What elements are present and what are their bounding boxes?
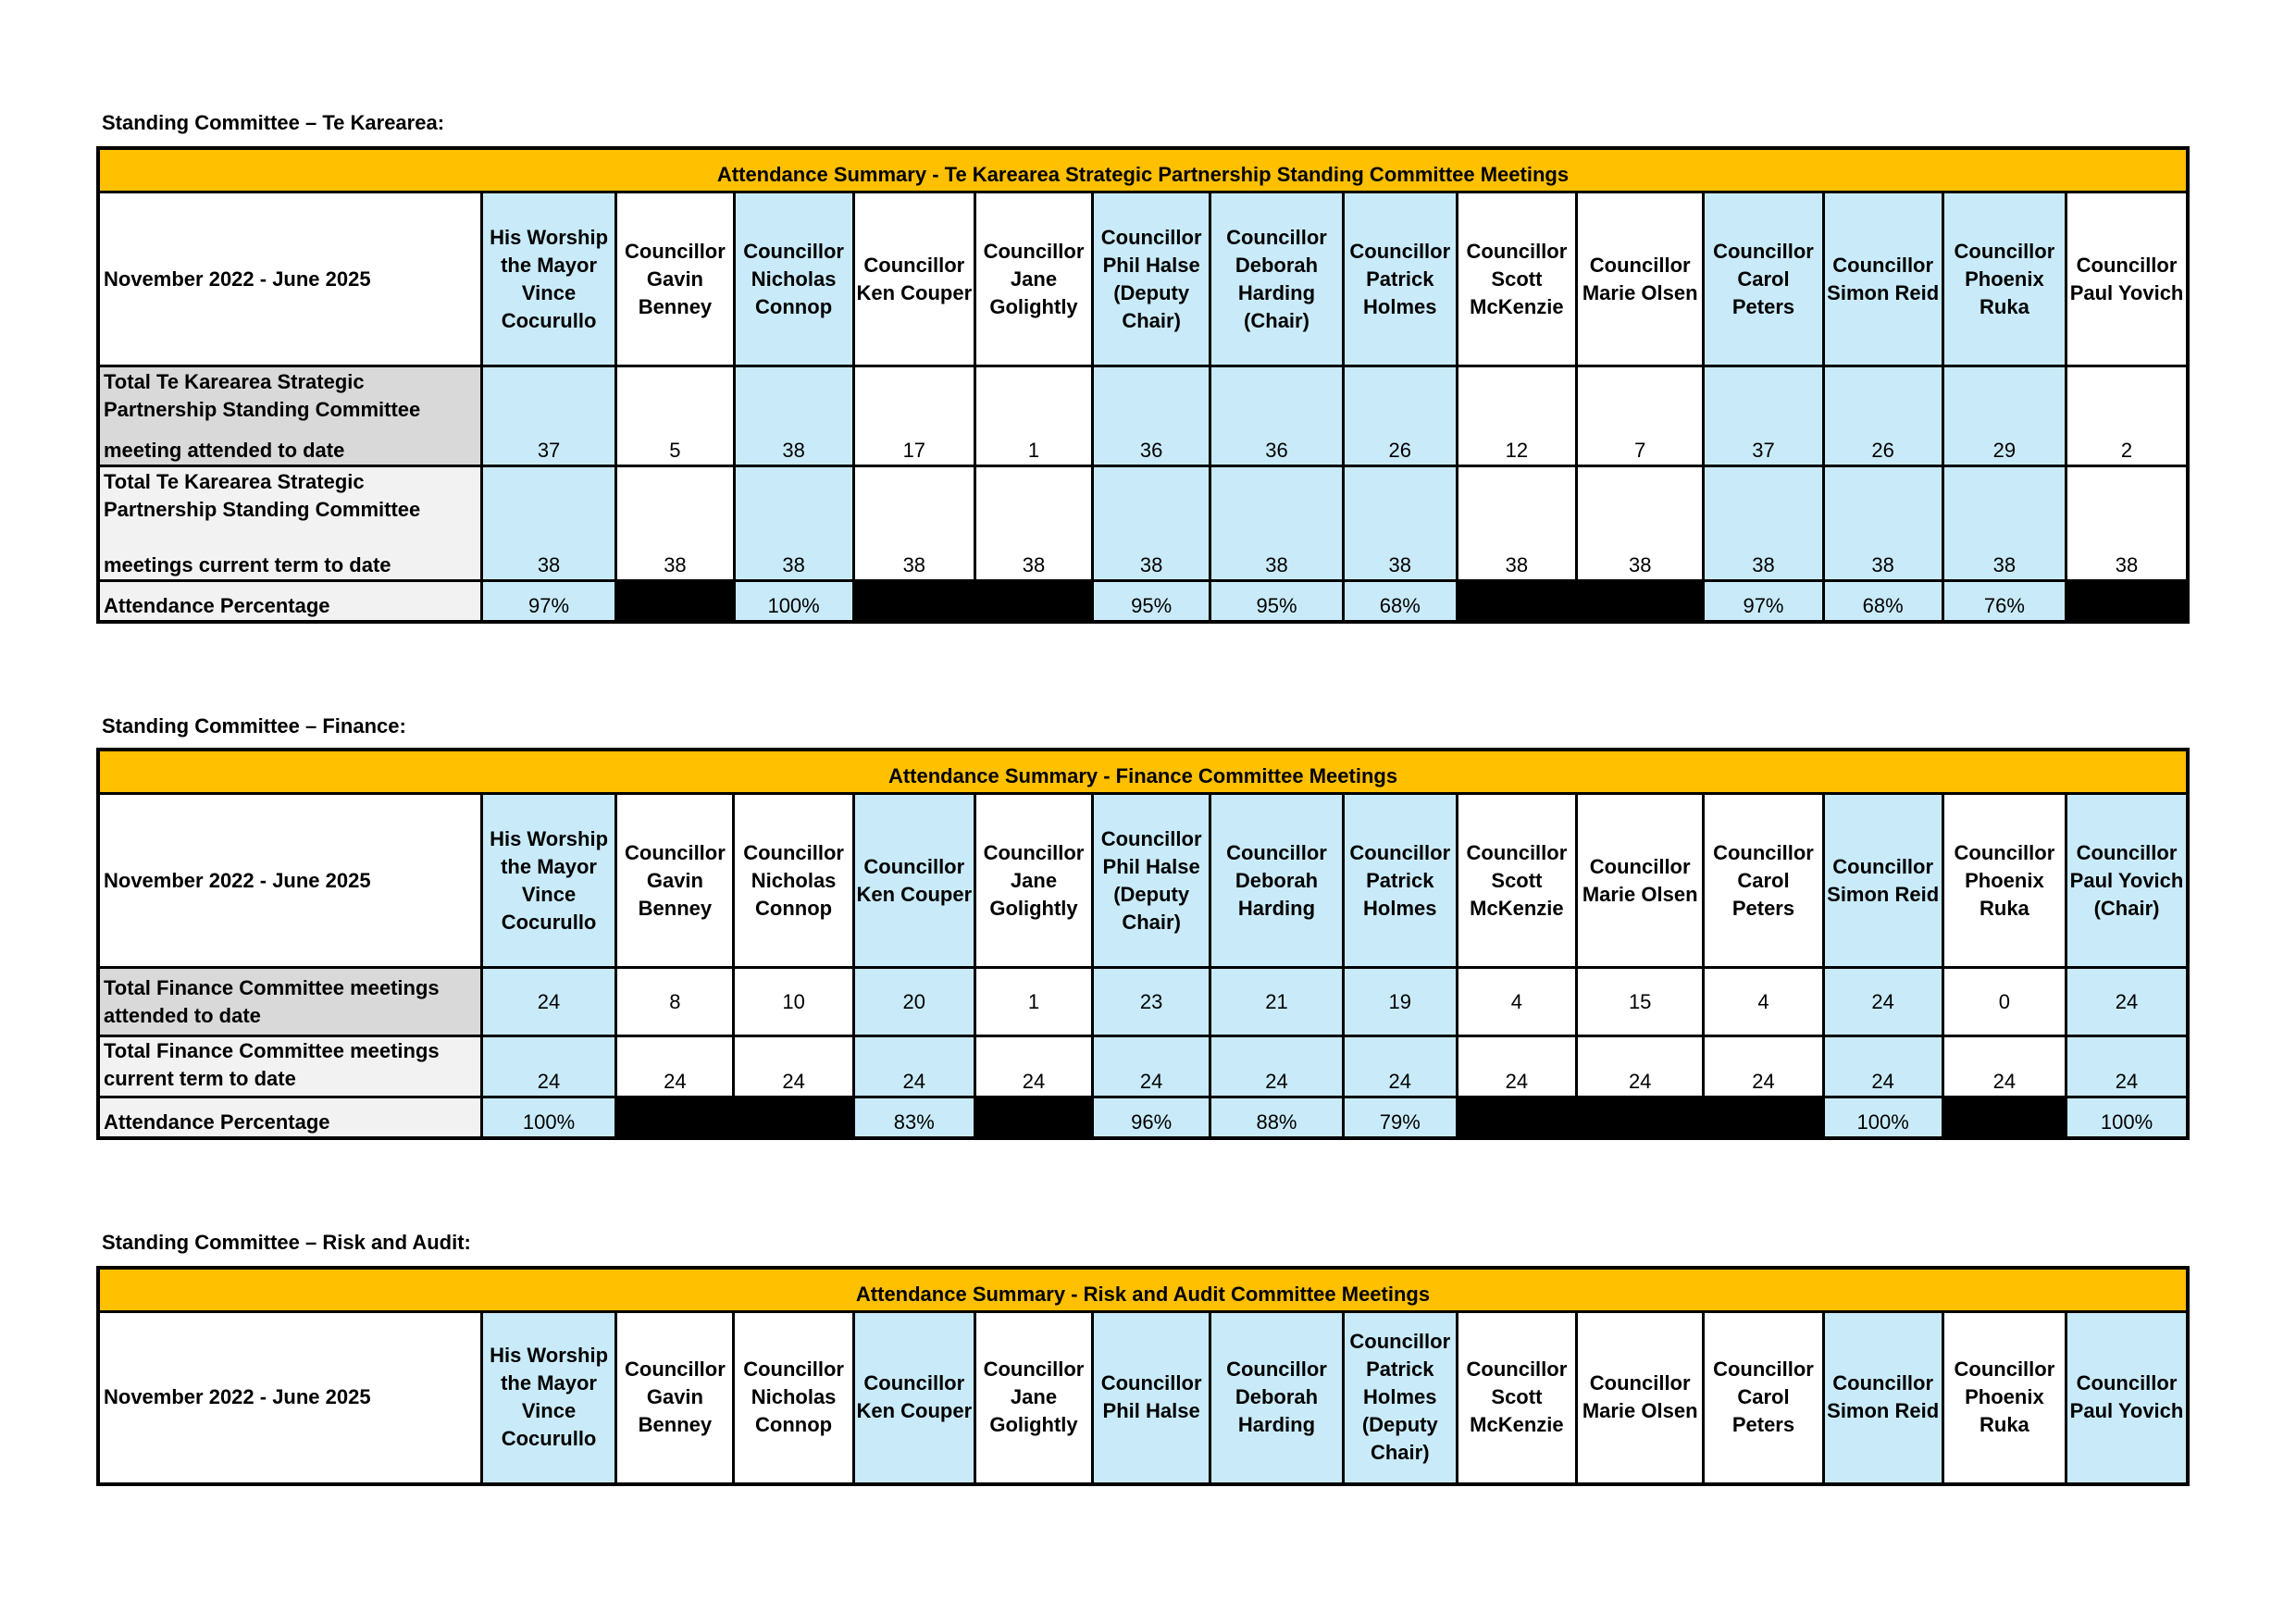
period-label: November 2022 - June 2025: [98, 192, 481, 366]
percentage-cell: 83%: [853, 1097, 974, 1138]
header-simon-reid: Councillor Simon Reid: [1823, 794, 1942, 968]
row-label-term-total: Total Finance Committee meetings current term to date: [98, 1036, 481, 1097]
table-title-row: [98, 148, 2188, 192]
value-cell: 24: [853, 1036, 974, 1097]
percentage-cell-blank: [616, 1097, 734, 1138]
percentage-cell: 68%: [1823, 581, 1942, 622]
header-gavin-benney: Councillor Gavin Benney: [616, 192, 734, 366]
percentage-cell-blank: [734, 1097, 853, 1138]
value-cell: 2: [2066, 366, 2188, 466]
header-paul-yovich: Councillor Paul Yovich: [2066, 1312, 2188, 1484]
value-cell: 24: [481, 1036, 616, 1097]
value-cell: 19: [1343, 968, 1457, 1036]
header-ken-couper: Councillor Ken Couper: [853, 192, 974, 366]
header-phil-halse: Councillor Phil Halse (Deputy Chair): [1093, 192, 1210, 366]
header-row: [98, 794, 2188, 968]
header-scott-mckenzie: Councillor Scott McKenzie: [1457, 1312, 1576, 1484]
value-cell: 15: [1576, 968, 1703, 1036]
table-row-term-total: [98, 466, 2188, 581]
value-cell: 24: [1704, 1036, 1823, 1097]
header-nicholas-connop: Councillor Nicholas Connop: [734, 794, 853, 968]
header-phil-halse: Councillor Phil Halse: [1093, 1312, 1210, 1484]
header-phoenix-ruka: Councillor Phoenix Ruka: [1942, 192, 2066, 366]
value-cell: 10: [734, 968, 853, 1036]
header-deborah-harding: Councillor Deborah Harding (Chair): [1210, 192, 1344, 366]
value-cell: 4: [1704, 968, 1823, 1036]
value-cell: 1: [974, 968, 1092, 1036]
header-simon-reid: Councillor Simon Reid: [1823, 1312, 1942, 1484]
header-patrick-holmes: Councillor Patrick Holmes: [1343, 192, 1457, 366]
value-cell: 4: [1457, 968, 1576, 1036]
value-cell: 8: [616, 968, 734, 1036]
percentage-cell-blank: [1942, 1097, 2066, 1138]
value-cell: 24: [1942, 1036, 2066, 1097]
value-cell: 38: [1704, 466, 1823, 581]
header-marie-olsen: Councillor Marie Olsen: [1576, 1312, 1703, 1484]
value-cell: 24: [1210, 1036, 1344, 1097]
percentage-cell: 76%: [1942, 581, 2066, 622]
value-cell: 26: [1343, 366, 1457, 466]
percentage-cell-blank: [974, 581, 1092, 622]
percentage-cell-blank: [1457, 1097, 1576, 1138]
percentage-cell: 97%: [1704, 581, 1823, 622]
header-jane-golightly: Councillor Jane Golightly: [974, 794, 1092, 968]
value-cell: 38: [734, 366, 853, 466]
row-label-percentage: Attendance Percentage: [98, 581, 481, 622]
value-cell: 38: [481, 466, 616, 581]
percentage-cell-blank: [974, 1097, 1092, 1138]
value-cell: 24: [974, 1036, 1092, 1097]
value-cell: 26: [1823, 366, 1942, 466]
table-title: Attendance Summary - Finance Committee Meetings: [98, 750, 2188, 794]
attendance-table-finance: [96, 748, 2190, 1140]
percentage-cell-blank: [1576, 1097, 1703, 1138]
row-label-top: Total Te Karearea Strategic Partnership Standing Committee: [104, 370, 421, 421]
header-ken-couper: Councillor Ken Couper: [853, 1312, 974, 1484]
row-label-bottom: meeting attended to date: [104, 439, 345, 462]
value-cell: 24: [1576, 1036, 1703, 1097]
value-cell: 24: [1343, 1036, 1457, 1097]
percentage-cell: 95%: [1210, 581, 1344, 622]
period-label: November 2022 - June 2025: [98, 1312, 481, 1484]
value-cell: 38: [2066, 466, 2188, 581]
section-title: Standing Committee – Te Karearea:: [102, 111, 445, 134]
header-ken-couper: Councillor Ken Couper: [853, 794, 974, 968]
period-label: November 2022 - June 2025: [98, 794, 481, 968]
header-row: [98, 192, 2188, 366]
table-row-attended: [98, 366, 2188, 466]
header-paul-yovich: Councillor Paul Yovich (Chair): [2066, 794, 2188, 968]
value-cell: 24: [1823, 1036, 1942, 1097]
percentage-cell: 68%: [1343, 581, 1457, 622]
header-phoenix-ruka: Councillor Phoenix Ruka: [1942, 794, 2066, 968]
value-cell: 20: [853, 968, 974, 1036]
header-nicholas-connop: Councillor Nicholas Connop: [734, 192, 853, 366]
table-title-row: [98, 1268, 2188, 1312]
percentage-cell: 100%: [1823, 1097, 1942, 1138]
header-mayor-cocurullo: His Worship the Mayor Vince Cocurullo: [481, 794, 616, 968]
value-cell: 24: [2066, 1036, 2188, 1097]
header-deborah-harding: Councillor Deborah Harding: [1210, 794, 1344, 968]
value-cell: 7: [1577, 366, 1704, 466]
row-label-bottom: meetings current term to date: [104, 553, 391, 576]
table-row-percentage: [98, 581, 2188, 622]
header-scott-mckenzie: Councillor Scott McKenzie: [1457, 794, 1576, 968]
value-cell: 36: [1210, 366, 1344, 466]
value-cell: 24: [481, 968, 616, 1036]
percentage-cell: 100%: [2066, 1097, 2188, 1138]
value-cell: 38: [616, 466, 734, 581]
percentage-cell: 100%: [481, 1097, 616, 1138]
value-cell: 37: [1704, 366, 1823, 466]
value-cell: 12: [1457, 366, 1576, 466]
percentage-cell-blank: [853, 581, 974, 622]
header-phoenix-ruka: Councillor Phoenix Ruka: [1942, 1312, 2066, 1484]
header-carol-peters: Councillor Carol Peters: [1704, 1312, 1823, 1484]
table-row-attended: [98, 968, 2188, 1036]
attendance-table-te-karearea: [96, 146, 2190, 624]
value-cell: 38: [1942, 466, 2066, 581]
row-label-percentage: Attendance Percentage: [98, 1097, 481, 1138]
percentage-cell-blank: [1457, 581, 1576, 622]
percentage-cell-blank: [1577, 581, 1704, 622]
header-nicholas-connop: Councillor Nicholas Connop: [734, 1312, 853, 1484]
row-label-attended: Total Finance Committee meetings attended to date: [98, 968, 481, 1036]
value-cell: 1: [974, 366, 1092, 466]
percentage-cell: 97%: [481, 581, 616, 622]
percentage-cell: 79%: [1343, 1097, 1457, 1138]
value-cell: 24: [1093, 1036, 1210, 1097]
value-cell: 38: [1577, 466, 1704, 581]
percentage-cell: 88%: [1210, 1097, 1344, 1138]
header-jane-golightly: Councillor Jane Golightly: [974, 1312, 1092, 1484]
header-paul-yovich: Councillor Paul Yovich: [2066, 192, 2188, 366]
header-jane-golightly: Councillor Jane Golightly: [974, 192, 1092, 366]
value-cell: 29: [1942, 366, 2066, 466]
value-cell: 21: [1210, 968, 1344, 1036]
percentage-cell-blank: [616, 581, 734, 622]
table-row-term-total: [98, 1036, 2188, 1097]
percentage-cell: 100%: [734, 581, 853, 622]
percentage-cell: 95%: [1093, 581, 1210, 622]
value-cell: 37: [481, 366, 616, 466]
header-mayor-cocurullo: His Worship the Mayor Vince Cocurullo: [481, 1312, 616, 1484]
header-scott-mckenzie: Councillor Scott McKenzie: [1457, 192, 1576, 366]
header-simon-reid: Councillor Simon Reid: [1823, 192, 1942, 366]
header-row: [98, 1312, 2188, 1484]
value-cell: 24: [2066, 968, 2188, 1036]
header-marie-olsen: Councillor Marie Olsen: [1577, 192, 1704, 366]
value-cell: 5: [616, 366, 734, 466]
percentage-cell-blank: [1704, 1097, 1823, 1138]
value-cell: 38: [734, 466, 853, 581]
section-title: Standing Committee – Risk and Audit:: [102, 1231, 471, 1254]
row-label-top: Total Te Karearea Strategic Partnership Standing Committee: [104, 470, 421, 521]
table-title-row: [98, 750, 2188, 794]
value-cell: 38: [1093, 466, 1210, 581]
value-cell: 36: [1093, 366, 1210, 466]
header-phil-halse: Councillor Phil Halse (Deputy Chair): [1093, 794, 1210, 968]
header-marie-olsen: Councillor Marie Olsen: [1576, 794, 1703, 968]
value-cell: 38: [1343, 466, 1457, 581]
header-carol-peters: Councillor Carol Peters: [1704, 794, 1823, 968]
header-patrick-holmes: Councillor Patrick Holmes (Deputy Chair): [1343, 1312, 1457, 1484]
attendance-table-risk-audit: [96, 1266, 2190, 1486]
header-gavin-benney: Councillor Gavin Benney: [616, 1312, 734, 1484]
value-cell: 17: [853, 366, 974, 466]
value-cell: 24: [616, 1036, 734, 1097]
table-row-percentage: [98, 1097, 2188, 1138]
value-cell: 38: [974, 466, 1092, 581]
value-cell: 24: [1823, 968, 1942, 1036]
percentage-cell-blank: [2066, 581, 2188, 622]
row-label-attended: [98, 366, 481, 466]
percentage-cell: 96%: [1093, 1097, 1210, 1138]
value-cell: 24: [1457, 1036, 1576, 1097]
value-cell: 38: [853, 466, 974, 581]
header-gavin-benney: Councillor Gavin Benney: [616, 794, 734, 968]
value-cell: 0: [1942, 968, 2066, 1036]
header-mayor-cocurullo: His Worship the Mayor Vince Cocurullo: [481, 192, 616, 366]
value-cell: 38: [1210, 466, 1344, 581]
header-patrick-holmes: Councillor Patrick Holmes: [1343, 794, 1457, 968]
section-title: Standing Committee – Finance:: [102, 714, 406, 738]
value-cell: 23: [1093, 968, 1210, 1036]
value-cell: 24: [734, 1036, 853, 1097]
row-label-term-total: [98, 466, 481, 581]
table-title: Attendance Summary - Risk and Audit Committee Meetings: [98, 1268, 2188, 1312]
header-deborah-harding: Councillor Deborah Harding: [1210, 1312, 1344, 1484]
table-title: Attendance Summary - Te Karearea Strategic Partnership Standing Committee Meetings: [98, 148, 2188, 192]
value-cell: 38: [1823, 466, 1942, 581]
header-carol-peters: Councillor Carol Peters: [1704, 192, 1823, 366]
value-cell: 38: [1457, 466, 1576, 581]
